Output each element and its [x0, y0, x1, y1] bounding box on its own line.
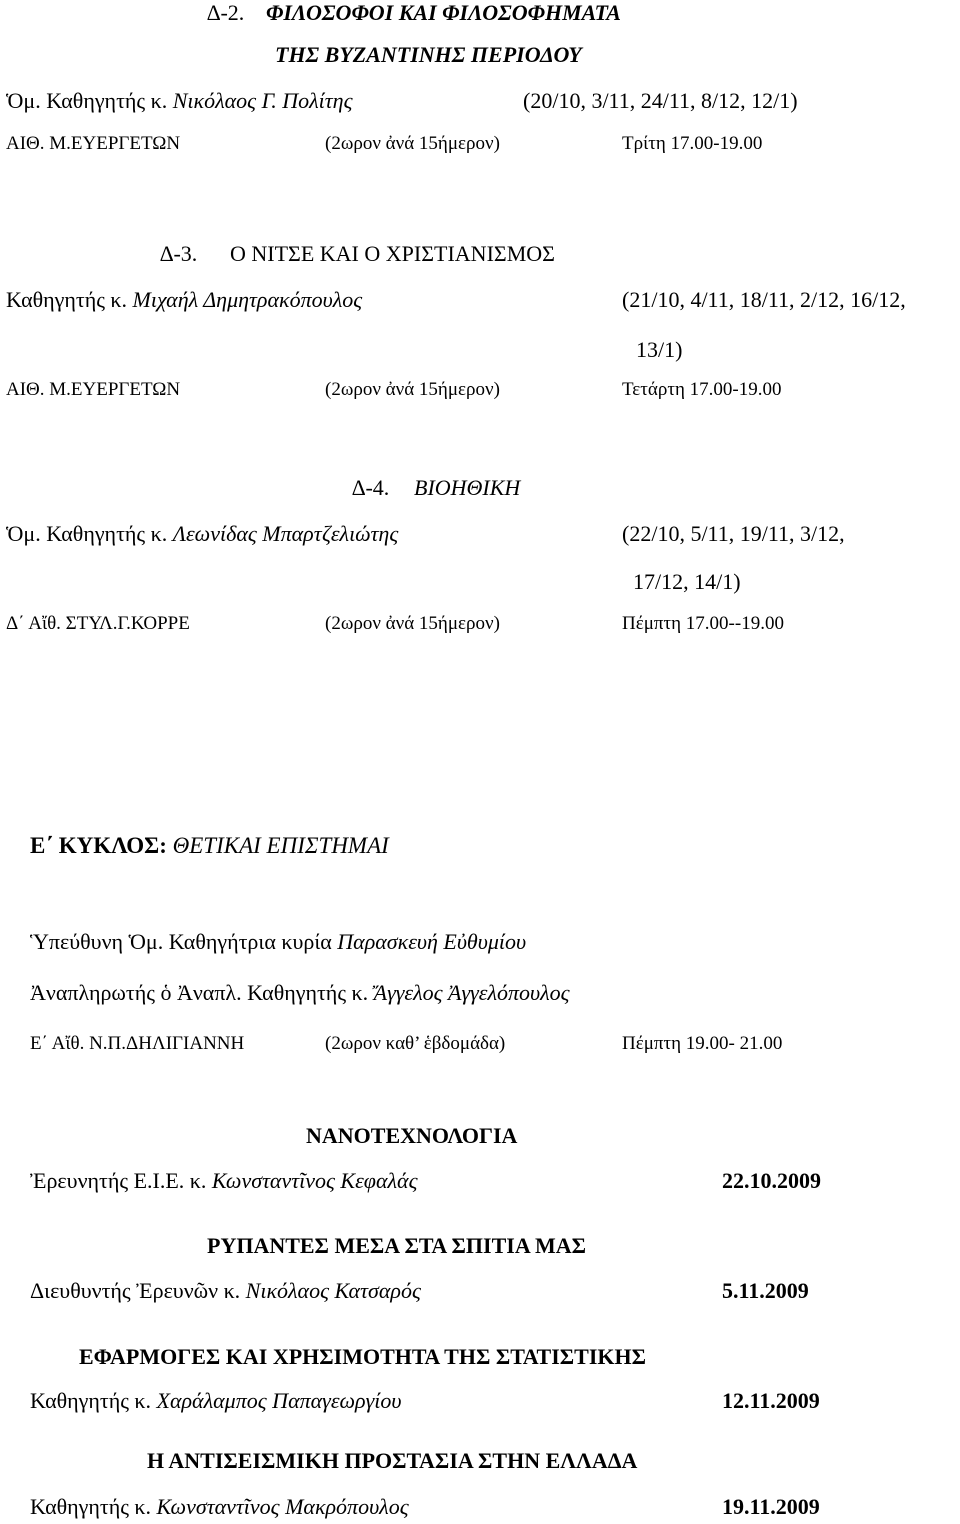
- professor-prefix: Ὁμ. Καθηγητής κ.: [6, 88, 168, 113]
- room: ΑΙΘ. Μ.ΕΥΕΡΓΕΤΩΝ: [6, 379, 181, 400]
- lecturer-name: Κωνσταντῖνος Μακρόπουλος: [156, 1494, 409, 1519]
- time: Τρίτη 17.00-19.00: [622, 133, 763, 154]
- section-title-cont: ΤΗΣ ΒΥΖΑΝΤΙΝΗΣ ΠΕΡΙΟΔΟΥ: [275, 42, 582, 67]
- room: Ε΄ Αἴθ. Ν.Π.ΔΗΛΙΓΙΑΝΝΗ: [30, 1033, 245, 1054]
- room: ΑΙΘ. Μ.ΕΥΕΡΓΕΤΩΝ: [6, 133, 181, 154]
- lecture-title: ΕΦΑΡΜΟΓΕΣ ΚΑΙ ΧΡΗΣΙΜΟΤΗΤΑ ΤΗΣ ΣΤΑΤΙΣΤΙΚΗΣ: [79, 1344, 646, 1369]
- lecturer-prefix: Καθηγητής κ.: [30, 1388, 152, 1413]
- time: Πέμπτη 17.00--19.00: [622, 613, 784, 634]
- cycle-heading-subject: ΘΕΤΙΚΑΙ ΕΠΙΣΤΗΜΑΙ: [172, 833, 389, 858]
- duration: (2ωρον καθ’ ἑβδομάδα): [325, 1033, 506, 1054]
- time: Πέμπτη 19.00- 21.00: [622, 1033, 783, 1054]
- lecturer-name: Νικόλαος Κατσαρός: [245, 1278, 421, 1303]
- lecturer-prefix: Καθηγητής κ.: [30, 1494, 152, 1519]
- substitute-line: [30, 982, 570, 1004]
- section-title: ΒΙΟΗΘΙΚΗ: [414, 475, 521, 500]
- cycle-heading: [30, 834, 389, 857]
- lecture-dates-cont: 17/12, 14/1): [633, 569, 741, 594]
- substitute-prefix: Ἀναπληρωτής ὁ Ἀναπλ. Καθηγητής κ.: [30, 980, 369, 1005]
- professor-line: [6, 523, 398, 545]
- lecturer-line: [30, 1170, 418, 1192]
- professor-line: [6, 289, 362, 311]
- professor-line: [6, 90, 353, 112]
- room: Δ΄ Αἴθ. ΣΤΥΛ.Γ.ΚΟΡΡΕ: [6, 613, 190, 634]
- lecture-dates: (21/10, 4/11, 18/11, 2/12, 16/12,: [622, 287, 906, 312]
- lecture-title: ΡΥΠΑΝΤΕΣ ΜΕΣΑ ΣΤΑ ΣΠΙΤΙΑ ΜΑΣ: [207, 1233, 587, 1258]
- professor-name: Νικόλαος Γ. Πολίτης: [172, 88, 353, 113]
- lecturer-prefix: Διευθυντής Ἐρευνῶν κ.: [30, 1278, 241, 1303]
- professor-prefix: Ὁμ. Καθηγητής κ.: [6, 521, 168, 546]
- responsible-name: Παρασκευή Εὐθυμίου: [337, 929, 527, 954]
- professor-prefix: Καθηγητής κ.: [6, 287, 128, 312]
- lecture-dates-cont: 13/1): [636, 337, 683, 362]
- lecture-title: Η ΑΝΤΙΣΕΙΣΜΙΚΗ ΠΡΟΣΤΑΣΙΑ ΣΤΗΝ ΕΛΛΑΔΑ: [147, 1448, 638, 1473]
- section-title: Ο ΝΙΤΣΕ ΚΑΙ Ο ΧΡΙΣΤΙΑΝΙΣΜΟΣ: [230, 241, 555, 266]
- responsible-line: [30, 931, 526, 953]
- lecture-date: 22.10.2009: [722, 1168, 821, 1193]
- lecture-dates: (22/10, 5/11, 19/11, 3/12,: [622, 521, 845, 546]
- section-code: ∆-3.: [160, 241, 198, 266]
- duration: (2ωρον ἀνά 15ήμερον): [325, 133, 500, 154]
- duration: (2ωρον ἀνά 15ήμερον): [325, 613, 500, 634]
- time: Τετάρτη 17.00-19.00: [622, 379, 782, 400]
- lecture-date: 19.11.2009: [722, 1494, 820, 1519]
- section-title: ΦΙΛΟΣΟΦΟΙ ΚΑΙ ΦΙΛΟΣΟΦΗΜΑΤΑ: [266, 0, 621, 25]
- lecturer-line: [30, 1390, 402, 1412]
- professor-name: Μιχαήλ Δημητρακόπουλος: [132, 287, 363, 312]
- lecturer-line: [30, 1496, 409, 1518]
- section-code: ∆-4.: [352, 475, 390, 500]
- lecturer-name: Κωνσταντῖνος Κεφαλάς: [211, 1168, 418, 1193]
- lecturer-prefix: Ἐρευνητής Ε.Ι.Ε. κ.: [30, 1168, 207, 1193]
- lecture-dates: (20/10, 3/11, 24/11, 8/12, 12/1): [523, 88, 798, 113]
- lecture-title: ΝΑΝΟΤΕΧΝΟΛΟΓΙΑ: [306, 1123, 518, 1148]
- responsible-prefix: Ὑπεύθυνη Ὁμ. Καθηγήτρια κυρία: [30, 929, 332, 954]
- lecture-date: 5.11.2009: [722, 1278, 809, 1303]
- substitute-name: Ἄγγελος Ἀγγελόπουλος: [373, 980, 570, 1005]
- duration: (2ωρον ἀνά 15ήμερον): [325, 379, 500, 400]
- section-code: ∆-2.: [207, 0, 245, 25]
- professor-name: Λεωνίδας Μπαρτζελιώτης: [172, 521, 399, 546]
- lecturer-name: Χαράλαμπος Παπαγεωργίου: [156, 1388, 402, 1413]
- cycle-heading-label: Ε΄ ΚΥΚΛΟΣ:: [30, 833, 167, 858]
- lecture-date: 12.11.2009: [722, 1388, 820, 1413]
- lecturer-line: [30, 1280, 421, 1302]
